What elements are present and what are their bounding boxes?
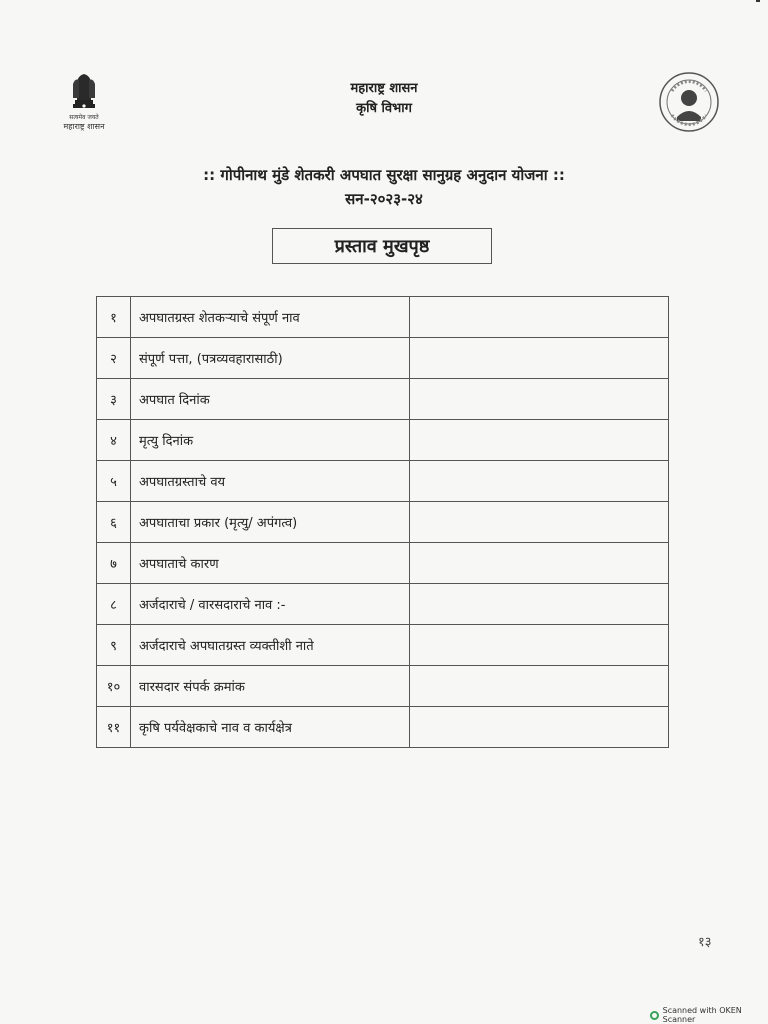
table-row <box>97 420 669 461</box>
corner-mark <box>756 0 760 2</box>
table-row <box>97 666 669 707</box>
row-number: ८ <box>97 584 131 625</box>
row-number: ९ <box>97 625 131 666</box>
page-number: १३ <box>698 935 712 950</box>
row-value-field[interactable] <box>410 584 669 625</box>
emblem-government-name: महाराष्ट्र शासन <box>63 122 105 131</box>
row-value-field[interactable] <box>410 502 669 543</box>
row-value-field[interactable] <box>410 707 669 748</box>
government-name: महाराष्ट्र शासन <box>350 81 418 96</box>
row-label: वारसदार संपर्क क्रमांक <box>131 666 410 707</box>
table-row <box>97 502 669 543</box>
row-label: संपूर्ण पत्ता, (पत्रव्यवहारासाठी) <box>131 338 410 379</box>
row-label: अर्जदाराचे अपघातग्रस्त व्यक्तीशी नाते <box>131 625 410 666</box>
table-row <box>97 707 669 748</box>
proposal-form-table <box>96 296 669 748</box>
row-label: मृत्यु दिनांक <box>131 420 410 461</box>
row-value-field[interactable] <box>410 338 669 379</box>
row-number: ३ <box>97 379 131 420</box>
row-number: १० <box>97 666 131 707</box>
scheme-year: सन-२०२३-२४ <box>345 190 423 208</box>
scanner-watermark <box>650 1006 768 1024</box>
row-number: ७ <box>97 543 131 584</box>
row-label: अर्जदाराचे / वारसदाराचे नाव :- <box>131 584 410 625</box>
row-value-field[interactable] <box>410 379 669 420</box>
scheme-title: :: गोपीनाथ मुंडे शेतकरी अपघात सुरक्षा सानुग्रह अनुदान योजना :: <box>203 166 565 184</box>
row-label: अपघात दिनांक <box>131 379 410 420</box>
table-row <box>97 297 669 338</box>
scanner-text: Scanned with OKEN Scanner <box>662 1006 742 1024</box>
cover-page-label-text: प्रस्ताव मुखपृष्ठ <box>334 236 430 257</box>
table-row <box>97 543 669 584</box>
department-name: कृषि विभाग <box>356 101 412 116</box>
table-row <box>97 625 669 666</box>
row-label: अपघातग्रस्ताचे वय <box>131 461 410 502</box>
row-number: ५ <box>97 461 131 502</box>
row-number: ६ <box>97 502 131 543</box>
row-number: ४ <box>97 420 131 461</box>
row-value-field[interactable] <box>410 297 669 338</box>
emblem-motto: सत्यमेव जयते <box>69 114 99 121</box>
row-value-field[interactable] <box>410 625 669 666</box>
row-label: कृषि पर्यवेक्षकाचे नाव व कार्यक्षेत्र <box>131 707 410 748</box>
row-value-field[interactable] <box>410 461 669 502</box>
table-row <box>97 461 669 502</box>
scanner-logo-icon <box>650 1011 659 1020</box>
cover-page-label <box>272 228 492 264</box>
row-label: अपघाताचा प्रकार (मृत्यु/ अपंगत्व) <box>131 502 410 543</box>
row-value-field[interactable] <box>410 543 669 584</box>
table-row <box>97 584 669 625</box>
row-value-field[interactable] <box>410 420 669 461</box>
table-row <box>97 379 669 420</box>
row-value-field[interactable] <box>410 666 669 707</box>
row-label: अपघातग्रस्त शेतकऱ्याचे संपूर्ण नाव <box>131 297 410 338</box>
table-row <box>97 338 669 379</box>
row-label: अपघाताचे कारण <box>131 543 410 584</box>
row-number: २ <box>97 338 131 379</box>
row-number: १ <box>97 297 131 338</box>
row-number: ११ <box>97 707 131 748</box>
